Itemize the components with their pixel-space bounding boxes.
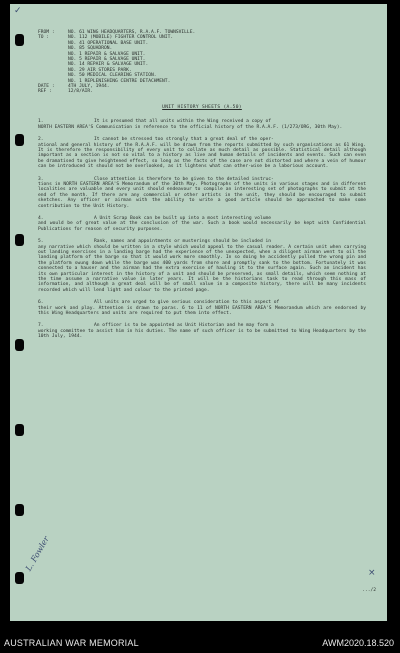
paragraph [38, 216, 366, 232]
paragraph [38, 323, 366, 339]
paragraph-body: and would be of great value at the conclusion of the war. Such a book would necessarily be kept with Confidential Publications for reason of security purposes. [38, 221, 366, 232]
from-value: NO. 61 WING HEADQUARTERS, R.A.A.F. TOWNSVILLE. [68, 30, 196, 35]
paragraph-number: 2. [38, 137, 44, 143]
punch-hole [15, 339, 24, 351]
ref-label: REF : [38, 89, 52, 95]
paragraph-body: their work and play. Attention is drawn to paras. 6 to 11 of NORTH EASTERN AREA'S Memorandum which are endorsed by this Wing Headquarters and units are required to put them into effect. [38, 305, 366, 317]
paragraph-body: tions in NORTH EASTERN AREA'S Memorandum of the 30th May. Photographs of the units in various stages and in different localities are valuable and every unit should endeavour to compile an interesting set of photographs to submit at the end of the month. If there are any commercial or other artists in the unit, they should be encouraged to submit sketches. Any officer or airman with the ability to write a good article should be approached to make some contribution to the Unit History. [38, 181, 366, 209]
paragraph-number: 7. [38, 323, 44, 329]
paragraph [38, 239, 366, 293]
paragraph-lead-text: A Unit Scrap Book can be built up into a most interesting volume [94, 215, 272, 221]
punch-hole [15, 424, 24, 436]
paragraph [38, 300, 366, 316]
paragraph-list [38, 119, 366, 339]
paragraph-body: NORTH EASTERN AREA'S Communication in reference to the official history of the R.A.A.F. (1/273/ORG, 30th May). [38, 124, 343, 130]
punch-hole [15, 134, 24, 146]
to-list [68, 35, 366, 84]
recipient-unit: NO. 41 OPERATIONAL BASE UNIT. [68, 40, 149, 46]
archive-reference: AWM2020.18.520 [322, 638, 394, 648]
ref-value: 12/8/AIR. [68, 89, 93, 95]
recipient-unit: NO. 1 REPLENISHING CENTRE DETACHMENT. [68, 78, 171, 84]
paragraph [38, 177, 366, 209]
punch-hole [15, 234, 24, 246]
ref-row [38, 89, 366, 94]
to-row [38, 35, 366, 84]
paragraph-lead-text: It cannot be stressed too strongly that a great deal of the oper- [94, 137, 274, 143]
punch-hole [15, 572, 24, 584]
paragraph-number: 3. [38, 176, 44, 182]
pencil-mark: ✓ [14, 6, 22, 16]
paragraph-lead-text: An officer is to be appointed as Unit Historian and he may form a [94, 323, 274, 329]
to-label: TO : [38, 35, 50, 41]
paragraph-number: 6. [38, 300, 44, 306]
recipient-unit: NO. 85 SQUADRON. [68, 46, 113, 52]
paragraph-lead-text: Close attention is therefore to be given to the detailed instruc- [94, 176, 274, 182]
document-body [38, 30, 366, 347]
pencil-mark: × [368, 568, 376, 578]
paragraph-body: working committee to assist him in his duties. The name of such officer is to be submitted to Wing Headquarters by the 10th July, 1944. [38, 328, 366, 340]
paragraph-lead-text: All units are urged to give serious consideration to this aspect of [94, 300, 280, 306]
paragraph-body: any narrative which should be written in a style which would appeal to the casual reader. A certain unit when carrying out landing exercises in a landing barge had the experience of the unexpected, when a diligent airman went to oil the landing platform of the barge so that it would work more smoothly. In so doing he accidently pulled the wrong pin and the platform swung down while the barge was 400 yards from shore and promptly sank to the bottom. Fortunately it was connected to a hauser and the airman had the extra exercise of hauling it to the surface again. Such an incident has its own particular interest in the history of a unit and should be preserved, as small details, which seem nothing at the time assume a narrative value in later years. It will be the historians task to read through this mass of information, and although a great deal will be of small value in a composite history, there will be many incidents recorded which will lend light and colour to the printed page. [38, 244, 366, 293]
paragraph-number: 4. [38, 215, 44, 221]
handwritten-signature: L. Fowler [24, 534, 51, 573]
punch-hole [15, 504, 24, 516]
recipient-unit: NO. 112 (MOBILE) FIGHTER CONTROL UNIT. [68, 35, 174, 41]
recipient-unit: NO. 50 MEDICAL CLEARING STATION. [68, 73, 157, 79]
recipient-unit: NO. 14 REPAIR & SALVAGE UNIT. [68, 62, 149, 68]
continuation-marker: .../2 [362, 588, 376, 593]
date-label: DATE : [38, 84, 55, 90]
date-value: 4TH JULY, 1944. [68, 84, 110, 90]
paragraph-lead-text: Rank, names and appointments or musterings should be included in [94, 239, 272, 245]
paragraph [38, 119, 366, 130]
punch-hole [15, 34, 24, 46]
recipient-unit: NO. 29 AIR STORES PARK. [68, 67, 132, 73]
archive-credit: AUSTRALIAN WAR MEMORIAL [4, 638, 139, 648]
paragraph-number: 5. [38, 239, 44, 245]
recipient-unit: NO. 5 REPAIR & SALVAGE UNIT. [68, 57, 146, 63]
paragraph-body: ational and general history of the R.A.A.F. will be drawn from the reports submitted by such organisations as 61 Wing. It is therefore the responsibility of every unit to collate as much detail as possible. Statistical detail although important as a section is not so vital to a history as live and human details of incidents and events. Such can even be dramatised to give heightened effect, so long as the facts of the case are not distorted and where a vein of humour can be introduced it should not be overlooked, as it lightens what can other-wise be a laborious account. [38, 142, 366, 170]
paragraph-lead-text: It is presumed that all units within the Wing received a copy of [94, 119, 272, 125]
from-label: FROM : [38, 30, 55, 35]
recipient-unit: NO. 1 REPAIR & SALVAGE UNIT. [68, 51, 146, 57]
document-title: UNIT HISTORY SHEETS (A.50) [162, 104, 242, 110]
paragraph [38, 137, 366, 169]
paragraph-number: 1. [38, 119, 44, 125]
